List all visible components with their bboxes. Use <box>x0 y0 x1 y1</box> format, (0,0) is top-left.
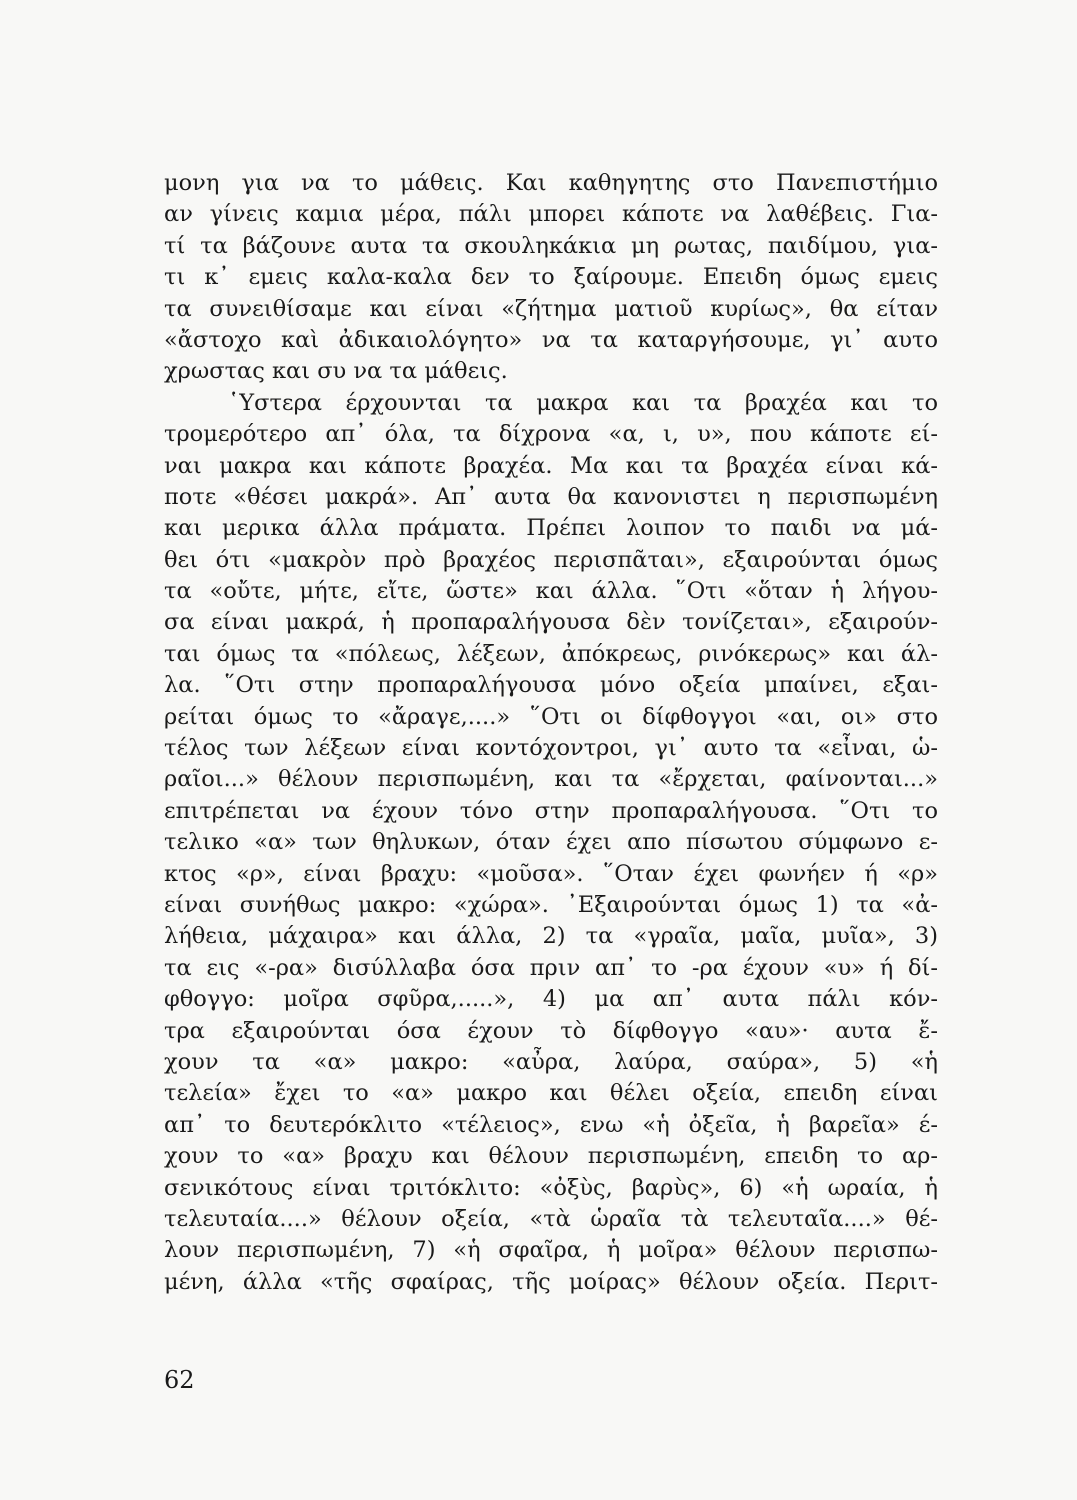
text-line: τα συνειθίσαμε και είναι «ζήτημα ματιοῦ κυρίως», θα είταν <box>164 295 938 322</box>
text-line: «ἄστοχο καὶ ἀδικαιολόγητο» να τα καταργήσουμε, γι᾽ αυτο <box>164 326 938 353</box>
text-line: τρα εξαιρούνται όσα έχουν τὸ δίφθογγο «αυ»· αυτα ἔ- <box>164 1017 938 1044</box>
text-line: σα είναι μακρά, ἡ προπαραλήγουσα δὲν τονίζεται», εξαιρούν- <box>164 609 938 636</box>
text-line: χουν τα «α» μακρο: «αὖρα, λαύρα, σαύρα», 5) «ἡ <box>164 1048 938 1075</box>
text-line: ῾Υστερα έρχουνται τα μακρα και τα βραχέα και το <box>228 389 938 416</box>
text-line: τα «οὔτε, μήτε, εἴτε, ὥστε» και άλλα. ῞Οτι «ὅταν ἡ λήγου- <box>164 578 938 605</box>
text-line: τι κ᾽ εμεις καλα-καλα δεν το ξαίρουμε. Επειδη όμως εμεις <box>164 264 938 291</box>
text-line: φθογγο: μοῖρα σφῦρα,.....», 4) μα απ᾽ αυτα πάλι κόν- <box>164 986 938 1013</box>
text-line: τελικο «α» των θηλυκων, όταν έχει απο πίσωτου σύμφωνο ε- <box>164 829 938 856</box>
text-line: ραῖοι...» θέλουν περισπωμένη, και τα «ἔρχεται, φαίνονται...» <box>164 766 938 793</box>
text-line: σενικότους είναι τριτόκλιτο: «ὀξὺς, βαρὺς», 6) «ἡ ωραία, ἡ <box>164 1174 938 1201</box>
text-line: μένη, άλλα «τῆς σφαίρας, τῆς μοίρας» θέλουν οξεία. Περιτ- <box>164 1268 938 1295</box>
text-line: αν γίνεις καμια μέρα, πάλι μπορει κάποτε να λαθέβεις. Για- <box>164 201 938 228</box>
page-number: 62 <box>164 1366 195 1394</box>
text-line: τί τα βάζουνε αυτα τα σκουληκάκια μη ρωτας, παιδίμου, για- <box>164 232 938 259</box>
text-line: τρομερότερο απ᾽ όλα, τα δίχρονα «α, ι, υ», που κάποτε εί- <box>164 421 938 448</box>
text-line: χουν το «α» βραχυ και θέλουν περισπωμένη, επειδη το αρ- <box>164 1143 938 1170</box>
text-line: τελευταία....» θέλουν οξεία, «τὰ ὡραῖα τὰ τελευταῖα....» θέ- <box>164 1205 938 1232</box>
text-line: χρωστας και συ να τα μάθεις. <box>164 358 508 385</box>
text-line: λήθεια, μάχαιρα» και άλλα, 2) τα «γραῖα, μαῖα, μυῖα», 3) <box>164 923 938 950</box>
text-line: λουν περισπωμένη, 7) «ἡ σφαῖρα, ἡ μοῖρα» θέλουν περισπω- <box>164 1237 938 1264</box>
text-line: τέλος των λέξεων είναι κοντόχοντροι, γι᾽ αυτο τα «εἶναι, ὡ- <box>164 735 938 762</box>
text-line: τελεία» ἔχει το «α» μακρο και θέλει οξεία, επειδη είναι <box>164 1080 938 1107</box>
text-line: ρείται όμως το «ἄραγε,....» ῞Οτι οι δίφθογγοι «αι, οι» στο <box>164 703 938 730</box>
text-line: ναι μακρα και κάποτε βραχέα. Μα και τα βραχέα είναι κά- <box>164 452 938 479</box>
text-line: λα. ῞Οτι στην προπαραλήγουσα μόνο οξεία μπαίνει, εξαι- <box>164 672 938 699</box>
text-line: επιτρέπεται να έχουν τόνο στην προπαραλήγουσα. ῞Οτι το <box>164 797 938 824</box>
body-text <box>164 168 938 1298</box>
text-line: τα εις «-ρα» δισύλλαβα όσα πριν απ᾽ το -ρα έχουν «υ» ή δί- <box>164 954 938 981</box>
text-line: και μερικα άλλα πράματα. Πρέπει λοιπον το παιδι να μά- <box>164 515 938 542</box>
text-line: μονη για να το μάθεις. Και καθηγητης στο Πανεπιστήμιο <box>164 170 938 196</box>
text-line: είναι συνήθως μακρο: «χώρα». ᾽Εξαιρούνται όμως 1) τα «ἀ- <box>164 891 938 918</box>
text-line: ται όμως τα «πόλεως, λέξεων, ἀπόκρεως, ρινόκερως» και άλ- <box>164 640 938 667</box>
text-line: κτος «ρ», είναι βραχυ: «μοῦσα». ῞Οταν έχει φωνήεν ή «ρ» <box>164 860 938 887</box>
text-line: ποτε «θέσει μακρά». Απ᾽ αυτα θα κανονιστει η περισπωμένη <box>164 483 938 510</box>
text-line: θει ότι «μακρὸν πρὸ βραχέος περισπᾶται», εξαιρούνται όμως <box>164 546 938 573</box>
text-line: απ᾽ το δευτερόκλιτο «τέλειος», ενω «ἡ ὀξεῖα, ἡ βαρεῖα» έ- <box>164 1111 938 1138</box>
